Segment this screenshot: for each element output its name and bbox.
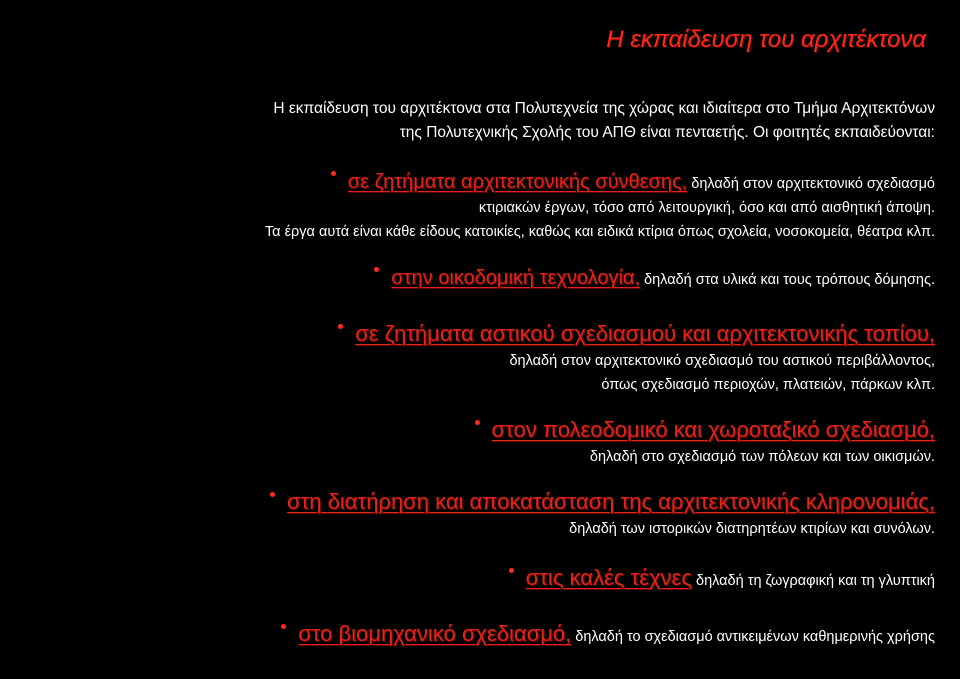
bullet-dot-icon [270, 492, 275, 497]
bullet-dot-icon [475, 420, 480, 425]
bullet-highlight: στις καλές τέχνες [525, 565, 692, 590]
bullet-dot-icon [374, 267, 379, 272]
slide-title: Η εκπαίδευση του αρχιτέκτονα [606, 26, 926, 53]
bullet-line-2: δηλαδή των ιστορικών διατηρητέων κτιρίων και συνόλων. [569, 521, 935, 537]
bullet-highlight: στη διατήρηση και αποκατάσταση της αρχιτεκτονικής κληρονομιάς, [287, 489, 935, 514]
bullet-building-technology [374, 266, 935, 292]
bullet-heritage-preservation [270, 490, 935, 541]
bullet-fine-arts [509, 566, 935, 593]
bullet-text: δηλαδή τη ζωγραφική και τη γλυπτική [691, 573, 935, 589]
bullet-industrial-design [281, 622, 935, 649]
bullet-urban-planning [475, 418, 935, 469]
bullet-line-2: δηλαδή στο σχεδιασμό των πόλεων και των οικισμών. [589, 449, 935, 465]
bullet-dot-icon [509, 568, 514, 573]
bullet-text: δηλαδή στα υλικά και τους τρόπους δόμησης. [640, 272, 935, 288]
intro-paragraph [115, 97, 935, 145]
bullet-dot-icon [281, 624, 286, 629]
bullet-highlight: σε ζητήματα αρχιτεκτονικής σύνθεσης, [347, 171, 688, 193]
bullet-text: δηλαδή το σχεδιασμό αντικειμένων καθημερινής χρήσης [571, 629, 935, 645]
bullet-highlight: στον πολεοδομικό και χωροταξικό σχεδιασμό, [491, 417, 935, 442]
bullet-line-3: Τα έργα αυτά είναι κάθε είδους κατοικίες, καθώς και ειδικά κτίρια όπως σχολεία, νοσοκομεία, θέατρα κλπ. [264, 224, 935, 240]
bullet-line-3: όπως σχεδιασμό περιοχών, πλατειών, πάρκων κλπ. [601, 377, 935, 393]
bullet-highlight: στο βιομηχανικό σχεδιασμό, [298, 621, 572, 646]
bullet-highlight: σε ζητήματα αστικού σχεδιασμού και αρχιτεκτονικής τοπίου, [355, 321, 935, 346]
bullet-text: δηλαδή στον αρχιτεκτονικό σχεδιασμό [687, 176, 935, 192]
bullet-highlight: στην οικοδομική τεχνολογία, [391, 267, 641, 289]
intro-line-1: Η εκπαίδευση του αρχιτέκτονα στα Πολυτεχνεία της χώρας και ιδιαίτερα στο Τμήμα Αρχιτεκτόνων [273, 100, 935, 117]
intro-line-2: της Πολυτεχνικής Σχολής του ΑΠΘ είναι πενταετής. Οι φοιτητές εκπαιδεύονται: [399, 124, 935, 141]
bullet-architectural-composition [265, 170, 935, 244]
bullet-dot-icon [338, 324, 343, 329]
bullet-urban-design [338, 322, 935, 397]
bullet-line-2: δηλαδή στον αρχιτεκτονικό σχεδιασμό του αστικού περιβάλλοντος, [509, 353, 935, 369]
bullet-dot-icon [331, 171, 336, 176]
bullet-line-2: κτιριακών έργων, τόσο από λειτουργική, όσο και από αισθητική άποψη. [478, 200, 935, 216]
